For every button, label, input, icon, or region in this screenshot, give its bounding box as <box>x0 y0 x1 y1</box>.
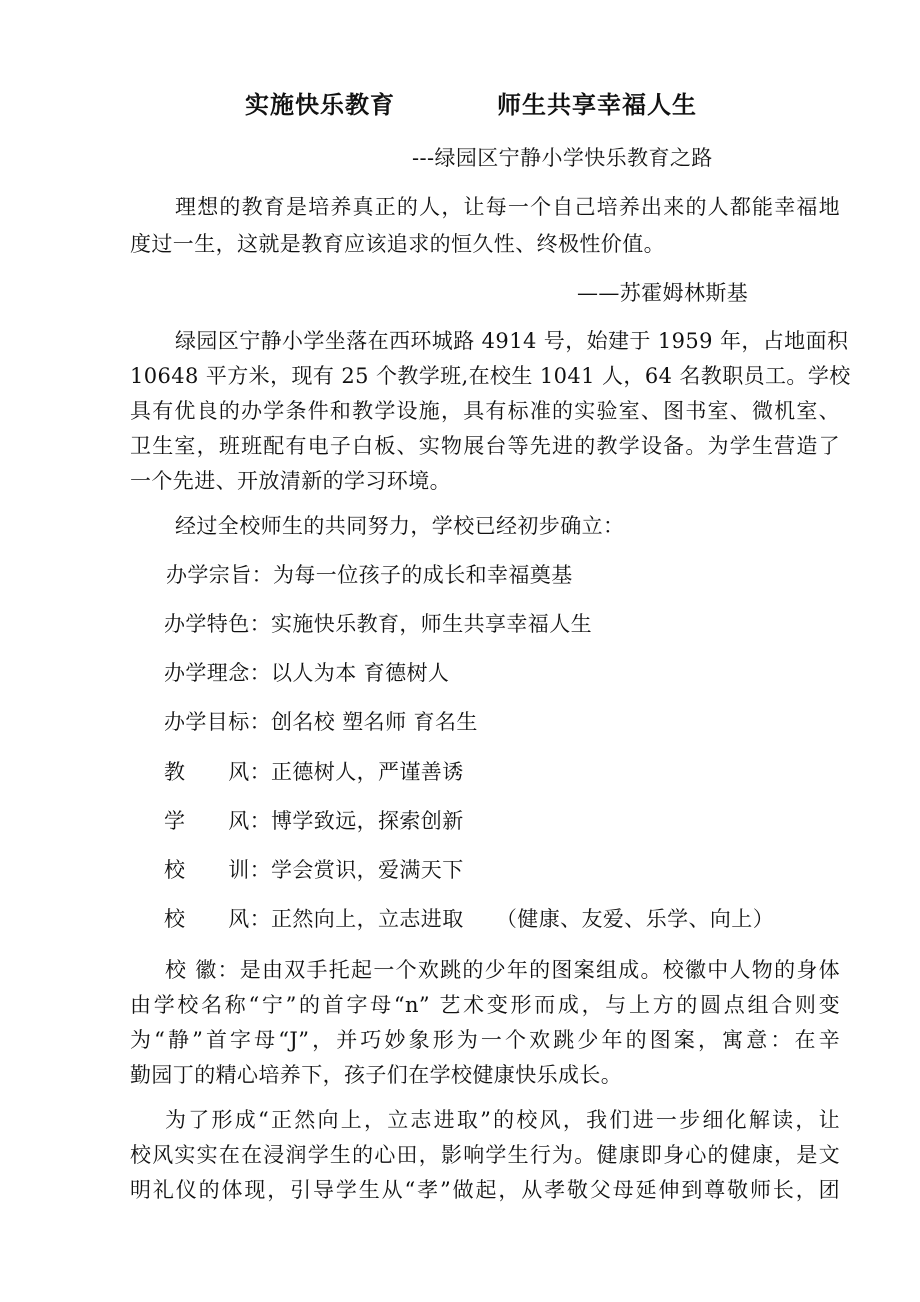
intro-line: 绿园区宁静小学坐落在西环城路 4914 号，始建于 1959 年，占地面积 <box>175 329 849 353</box>
item-school-spirit <box>164 905 774 933</box>
item-motto <box>164 856 464 884</box>
item-label: 校 训： <box>164 858 271 882</box>
item-feature <box>164 610 592 638</box>
item-learning-style <box>164 807 464 835</box>
item-value: 为每一位孩子的成长和幸福奠基 <box>273 563 573 587</box>
title-right: 师生共享幸福人生 <box>497 91 697 119</box>
emblem-line: 为“静”首字母“J”，并巧妙象形为一个欢跳少年的图案，寓意：在辛 <box>130 1028 840 1052</box>
item-philosophy <box>164 659 449 687</box>
item-goal <box>164 708 478 736</box>
item-mission <box>166 561 573 589</box>
quote-line: 理想的教育是培养真正的人，让每一个自己培养出来的人都能幸福地 <box>175 195 840 219</box>
item-value: 创名校 塑名师 育名生 <box>271 710 478 734</box>
emblem-line: 勤园丁的精心培养下，孩子们在学校健康快乐成长。 <box>130 1063 623 1087</box>
spirit-line: 校风实实在在浸润学生的心田，影响学生行为。健康即身心的健康，是文 <box>130 1143 840 1167</box>
established-intro: 经过全校师生的共同努力，学校已经初步确立： <box>175 514 625 538</box>
item-label: 校 风： <box>164 907 271 931</box>
item-teaching-style <box>164 758 464 786</box>
intro-line: 一个先进、开放清新的学习环境。 <box>130 469 451 493</box>
item-label: 教 风： <box>164 760 271 784</box>
intro-line: 卫生室，班班配有电子白板、实物展台等先进的教学设备。为学生营造了 <box>130 434 840 458</box>
intro-line: 10648 平方米，现有 25 个教学班,在校生 1041 人，64 名教职员工。学校 <box>130 364 851 388</box>
quote-line: 度过一生，这就是教育应该追求的恒久性、终极性价值。 <box>130 232 665 256</box>
item-label: 办学宗旨： <box>166 563 273 587</box>
item-value: 博学致远，探索创新 <box>271 809 464 833</box>
item-label: 办学理念： <box>164 661 271 685</box>
item-value: 实施快乐教育，师生共享幸福人生 <box>271 612 592 636</box>
item-label: 办学目标： <box>164 710 271 734</box>
emblem-line: 由学校名称“宁”的首字母“n” 艺术变形而成，与上方的圆点组合则变 <box>130 993 840 1017</box>
item-value: 学会赏识，爱满天下 <box>271 858 464 882</box>
subtitle: ---绿园区宁静小学快乐教育之路 <box>412 146 713 170</box>
spirit-line: 明礼仪的体现，引导学生从“孝”做起，从孝敬父母延伸到尊敬师长，团 <box>130 1178 840 1202</box>
item-value: 正然向上，立志进取 （健康、友爱、乐学、向上） <box>271 907 775 931</box>
intro-line: 具有优良的办学条件和教学设施，具有标准的实验室、图书室、微机室、 <box>130 399 840 423</box>
item-value: 正德树人，严谨善诱 <box>271 760 464 784</box>
item-label: 办学特色： <box>164 612 271 636</box>
item-label: 学 风： <box>164 809 271 833</box>
item-value: 以人为本 育德树人 <box>271 661 450 685</box>
quote-attribution: ——苏霍姆林斯基 <box>577 281 749 305</box>
spirit-line: 为了形成“正然向上，立志进取”的校风，我们进一步细化解读，让 <box>165 1108 840 1132</box>
title-left: 实施快乐教育 <box>245 91 395 119</box>
emblem-line: 校 徽：是由双手托起一个欢跳的少年的图案组成。校徽中人物的身体 <box>165 958 840 982</box>
